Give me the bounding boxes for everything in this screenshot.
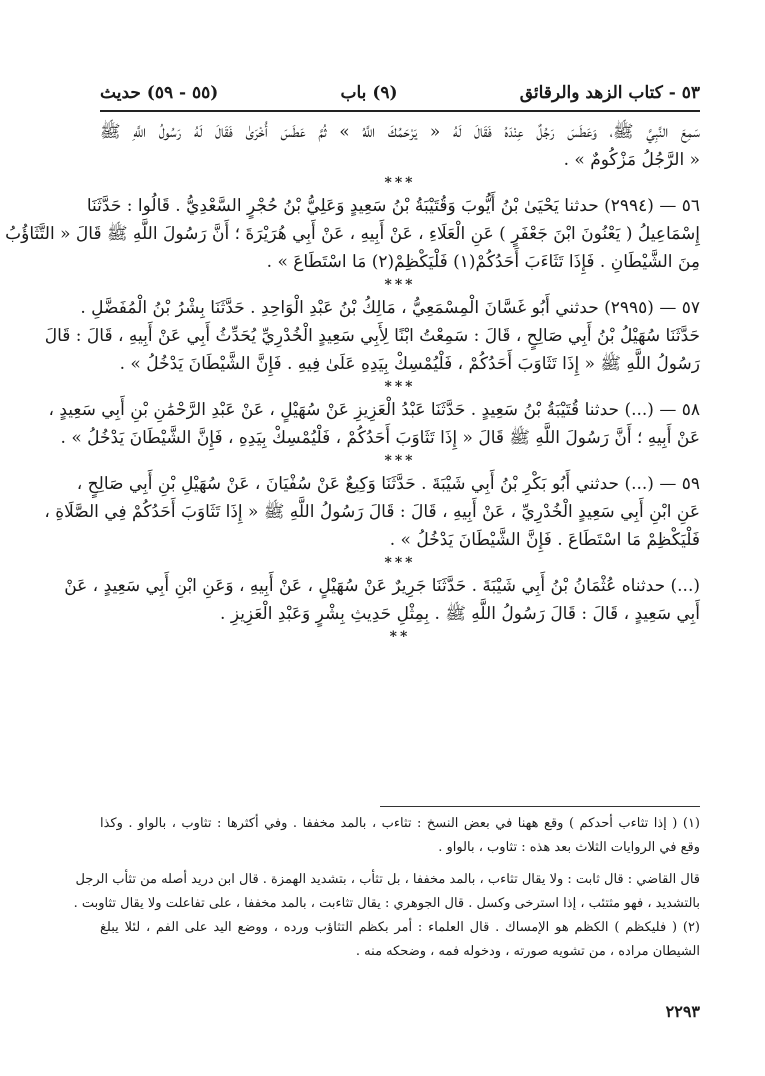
text-line: حَدَّثَنَا سُهَيْلُ بْنُ أَبِي صَالِحٍ ، قَالَ : سَمِعْتُ ابْنًا لِأَبِي سَعِيدٍ الْخُدْرِيِّ يُحَدِّثُ أَبِي عَنْ أَبِيهِ ، قَالَ : قَالَ — [44, 326, 700, 346]
header-chapter: (٩) باب — [340, 83, 398, 103]
text-line: مِنَ الشَّيْطَانِ . فَإِذَا تَثَاءَبَ أَحَدُكُمْ(١) فَلْيَكْظِمْ(٢) مَا اسْتَطَاعَ » . — [266, 252, 700, 272]
page-number: ٢٢٩٣ — [665, 1002, 700, 1021]
text-line: ٥٦ — (٢٩٩٤) حدثنا يَحْيَىٰ بْنُ أَيُّوبَ وَقُتَيْبَةُ بْنُ سَعِيدٍ وَعَلِيُّ بْنُ حُجْرٍ السَّعْدِيُّ . قَالُوا : حَدَّثَنَا — [86, 196, 700, 216]
section-separator: *** — [384, 453, 416, 469]
header-book-title: ٥٣ - كتاب الزهد والرقائق — [519, 83, 700, 103]
text-line: إِسْمَاعِيلُ ( يَعْنُونَ ابْنَ جَعْفَرٍ ) عَنِ الْعَلَاءِ ، عَنْ أَبِيهِ ، عَنْ أَبِي هُرَيْرَةَ ؛ أَنَّ رَسُولَ اللَّهِ ﷺ قَالَ « التَّثَاؤُبُ — [5, 224, 700, 244]
section-separator: *** — [384, 277, 416, 293]
text-line: عَنْ أَبِيهِ ؛ أَنَّ رَسُولَ اللَّهِ ﷺ قَالَ « إِذَا تَثَاوَبَ أَحَدُكُمْ ، فَلْيُمْسِكْ بِيَدِهِ ، فَإِنَّ الشَّيْطَانَ يَدْخُلُ » . — [60, 428, 700, 448]
hadith-58 — [48, 396, 700, 452]
section-separator: *** — [384, 379, 416, 395]
section-separator: *** — [384, 175, 416, 191]
text-line: (...) حدثناه عُثْمَانُ بْنُ أَبِي شَيْبَةَ . حَدَّثَنَا جَرِيرٌ عَنْ سُهَيْلٍ ، عَنْ أَبِيهِ ، وَعَنِ ابْنِ أَبِي سَعِيدٍ ، عَنْ — [64, 576, 700, 596]
footnote-rule — [380, 806, 700, 807]
text-line: سَمِعَ النَّبِيَّ ﷺ، وَعَطَسَ رَجُلٌ عِنْدَهُ فَقَالَ لَهُ « يَرْحَمُكَ اللَّهُ » ثُمَّ عَطَسَ أُخْرَىٰ فَقَالَ لَهُ رَسُولُ اللَّهِ ﷺ — [100, 122, 700, 142]
text-line: « الرَّجُلُ مَزْكُومٌ » . — [563, 150, 700, 170]
footnote-line: (٢) ( فليكظم ) الكظم هو الإمساك . قال العلماء : أمر بكظم التثاؤب ورده ، ووضع اليد على الفم ، لئلا يبلغ — [100, 920, 700, 935]
footnote-line: بالتشديد ، فهو مثتئب ، إذا استرخى وكسل . قال الجوهري : يقال تثاءبت ، بالمد مخففا ، على تفاعلت ولا يقال تثاوبت . — [73, 896, 700, 911]
main-text — [5, 118, 700, 646]
footnotes — [73, 812, 700, 964]
hadith-57 — [44, 294, 700, 378]
text-line: رَسُولُ اللَّهِ ﷺ « إِذَا تَثَاوَبَ أَحَدُكُمْ ، فَلْيُمْسِكْ بِيَدِهِ عَلَىٰ فِيهِ . فَإِنَّ الشَّيْطَانَ يَدْخُلُ » . — [119, 354, 700, 374]
text-line: ٥٩ — (...) حدثني أَبُو بَكْرِ بْنُ أَبِي شَيْبَةَ . حَدَّثَنَا وَكِيعٌ عَنْ سُفْيَانَ ، عَنْ سُهَيْلِ بْنِ أَبِي صَالِحٍ ، — [76, 474, 700, 494]
footnote-line: الشيطان مراده ، من تشويه صورته ، ودخوله فمه ، وضحكه منه . — [355, 944, 700, 959]
text-line: فَلْيَكْظِمْ مَا اسْتَطَاعَ . فَإِنَّ الشَّيْطَانَ يَدْخُلُ » . — [389, 530, 700, 550]
text-line: ٥٨ — (...) حدثنا قُتَيْبَةُ بْنُ سَعِيدٍ . حَدَّثَنَا عَبْدُ الْعَزِيزِ عَنْ سُهَيْلٍ ، عَنْ عَبْدِ الرَّحْمَٰنِ بْنِ أَبِي سَعِيدٍ ، — [48, 400, 700, 420]
hadith-56 — [5, 192, 700, 276]
footnote-line: قال القاضي : قال ثابت : ولا يقال تثاءب ، بالمد مخففا ، بل تثأب ، بتشديد الهمزة . قال ابن دريد أصله من تثأب الرجل — [75, 872, 700, 887]
hadith-59-variant — [64, 572, 700, 628]
text-line: ٥٧ — (٢٩٩٥) حدثني أَبُو غَسَّانَ الْمِسْمَعِيُّ ، مَالِكُ بْنُ عَبْدِ الْوَاحِدِ . حَدَّثَنَا بِشْرُ بْنُ الْمُفَضَّلِ . — [80, 298, 700, 318]
footnote-line: وقع في الروايات الثلاث بعد هذه : تثاوب ، بالواو . — [438, 840, 700, 855]
end-separator: ** — [389, 629, 411, 645]
footnote-line: (١) ( إذا تثاءب أحدكم ) وقع ههنا في بعض النسخ : تثاءب ، بالمد مخففا . وفي أكثرها : تثاوب ، بالواو . وكذا — [100, 816, 700, 831]
header-rule — [100, 110, 700, 112]
hadith-59 — [44, 470, 700, 554]
text-line: عَنِ ابْنِ أَبِي سَعِيدٍ الْخُدْرِيِّ ، عَنْ أَبِيهِ ، قَالَ : قَالَ رَسُولُ اللَّهِ ﷺ « إِذَا تَثَاوَبَ أَحَدُكُمْ فِي الصَّلَاةِ ، — [44, 502, 700, 522]
text-line: أَبِي سَعِيدٍ ، قَالَ : قَالَ رَسُولُ اللَّهِ ﷺ . بِمِثْلِ حَدِيثِ بِشْرٍ وَعَبْدِ الْعَزِيزِ . — [220, 604, 700, 624]
section-separator: *** — [384, 555, 416, 571]
running-header — [100, 78, 700, 108]
header-hadith-range: (٥٥ - ٥٩) حديث — [100, 83, 219, 103]
